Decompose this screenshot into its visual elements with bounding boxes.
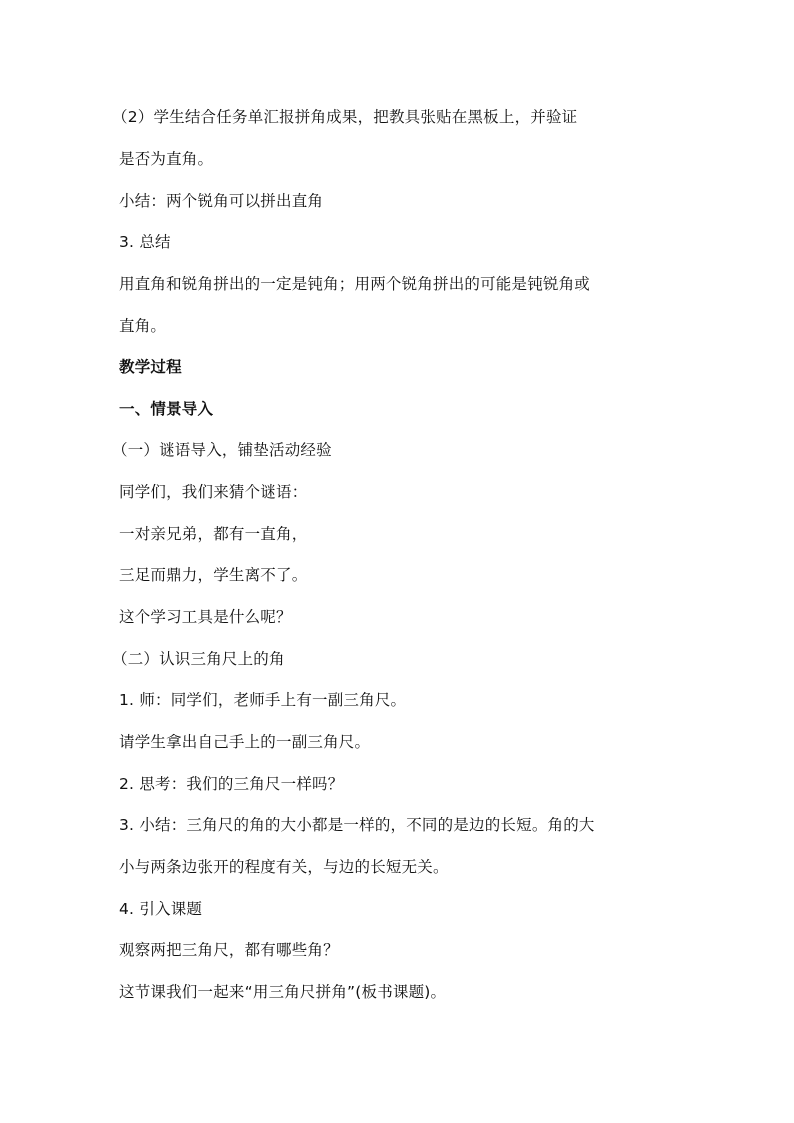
paragraph-line: 同学们，我们来猜个谜语：	[119, 483, 308, 501]
section-heading: 3. 总结	[119, 233, 171, 251]
paragraph-line: 是否为直角。	[119, 150, 214, 168]
riddle-line: 三足而鼎力，学生离不了。	[119, 566, 308, 584]
paragraph-line: 直角。	[119, 317, 167, 335]
summary-line: 小结：两个锐角可以拼出直角	[119, 192, 324, 210]
paragraph-line: 3. 小结：三角尺的角的大小都是一样的，不同的是边的长短。角的大	[119, 816, 595, 834]
paragraph-line: 2. 思考：我们的三角尺一样吗？	[119, 775, 344, 793]
paragraph-line: 这个学习工具是什么呢？	[119, 608, 292, 626]
section-title: 教学过程	[119, 358, 182, 376]
paragraph-line: 观察两把三角尺，都有哪些角？	[119, 941, 339, 959]
paragraph-line: 请学生拿出自己手上的一副三角尺。	[119, 733, 371, 751]
paragraph-line: 4. 引入课题	[119, 900, 203, 918]
riddle-line: 一对亲兄弟，都有一直角，	[119, 525, 308, 543]
paragraph-line: 小与两条边张开的程度有关，与边的长短无关。	[119, 858, 449, 876]
paragraph-line: 这节课我们一起来“用三角尺拼角”(板书课题)。	[119, 983, 447, 1001]
paragraph-line: 用直角和锐角拼出的一定是钝角；用两个锐角拼出的可能是钝锐角或	[119, 275, 591, 293]
subsection-heading: （二）认识三角尺上的角	[112, 650, 285, 668]
section-title: 一、情景导入	[119, 400, 214, 418]
subsection-heading: （一）谜语导入，铺垫活动经验	[112, 441, 332, 459]
paragraph-line: （2）学生结合任务单汇报拼角成果，把教具张贴在黑板上，并验证	[112, 108, 578, 126]
paragraph-line: 1. 师：同学们，老师手上有一副三角尺。	[119, 691, 407, 709]
